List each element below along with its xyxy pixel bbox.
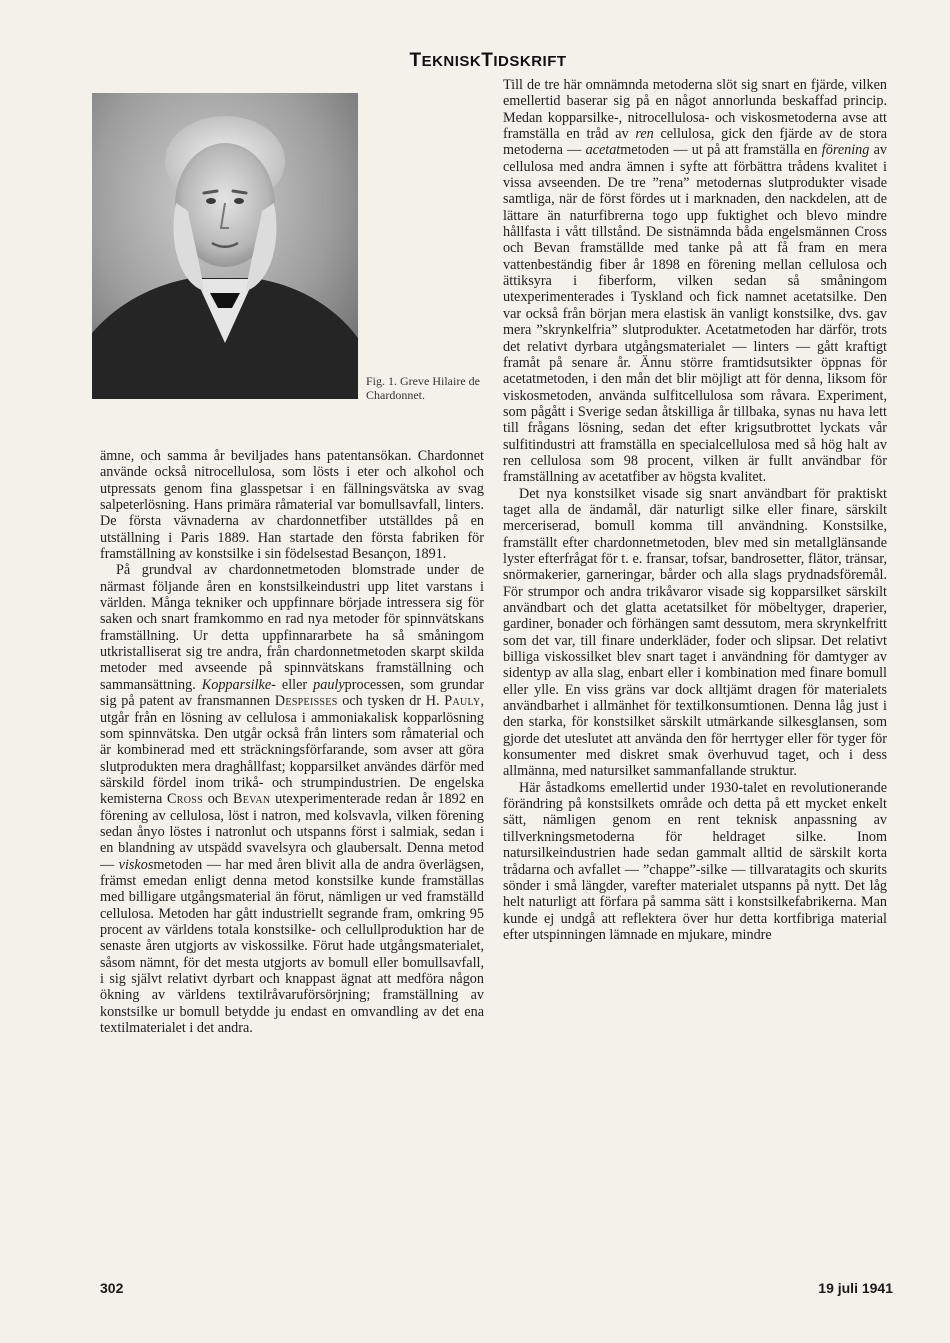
viskos-term: viskos bbox=[118, 856, 154, 873]
masthead-initial-t: T bbox=[409, 50, 422, 71]
paragraph: På grundval av chardonnetmetoden blomstrade under de närmast följande åren en konstsilkeindustri upp litet varstans i världen. Många tekniker och uppfinnare började intressera sig för saken och snart framkommo en rad nya metoder för spinnvätskans framställning. Ur detta uppfinnararbete ha så småningom utkristalliserat sig tre andra, från chardonnetmetoden skarpt skilda metoder med avseende på spinnvätskans framställning och sammansättning. Kopparsilke- eller paulyprocessen, som grundar sig på patent av fransmannen Despeisses och tysken dr H. Pauly, utgår från en lösning av cellulosa i ammoniakalisk kopparlösning som spinnvätska. Den utgår också från linters som råmaterial och är kombinerad med ett sträckningsförfarande, som avser att göra slutprodukten mera draghållfast; kopparsilket användes därför med särskild fördel inom trikå- och strumpindustrien. De engelska kemisterna Cross och Bevan utexperimenterade redan år 1892 en förening av cellulosa, löst i natron, med kolsvavla, vilken förening sedan ånyo löstes i natronlut och utspanns först i salmiak, sedan i en blandning av utspädd svavelsyra och glaubersalt. Denna metod — viskosmetoden — har med åren blivit alla de andra överlägsen, främst emedan enligt denna metod konstsilke kunde framställas med billigare utgångsmaterial än förut, nämligen ur ved framställd cellulosa. Metoden har gått industriellt segrande fram, omkring 95 procent av världens totala konstsilke- och cellullproduktion har de senaste åren utgjorts av viskossilke. Förut hade utgångsmaterialet, såsom nämnt, för det mesta utgjorts av bomull eller bomullsavfall, i sig självt relativt dyrbart och knappast ägnat att medföra någon ökning av världens textilråvaruförsörjning; framställning av konstsilke ur bomull betydde ju endast en omvandling av det ena textilmaterialet i det andra. bbox=[100, 562, 485, 1037]
masthead-word-eknisk: EKNISK bbox=[421, 53, 482, 70]
forening-term: förening bbox=[821, 142, 870, 159]
portrait-photo bbox=[92, 93, 358, 399]
name-pauly: Pauly bbox=[444, 693, 481, 710]
page-number: 302 bbox=[100, 1280, 124, 1296]
text-column-right bbox=[503, 77, 887, 943]
issue-date: 19 juli 1941 bbox=[818, 1280, 893, 1296]
name-bevan: Bevan bbox=[232, 791, 271, 808]
text-column-left bbox=[100, 448, 484, 1036]
name-despeisses: Despeisses bbox=[274, 693, 338, 710]
journal-masthead bbox=[398, 50, 578, 72]
portrait-illustration bbox=[92, 93, 358, 399]
masthead-word-idskrift: IDSKRIFT bbox=[493, 53, 567, 70]
masthead-initial-t2: T bbox=[481, 50, 494, 71]
name-cross: Cross bbox=[167, 791, 203, 808]
ren-term: ren bbox=[635, 126, 654, 143]
acetat-term: acetat bbox=[585, 142, 621, 159]
kopparsilke-term: Kopparsilke- bbox=[201, 676, 276, 693]
paragraph: Här åstadkoms emellertid under 1930-talet en revolutionerande förändring på konstsilkets område och detta på ett mycket enkelt sätt, nämligen genom en rent teknisk anpassning av tillverkningsmetoderna för heldraget silke. Inom natursilkeindustrien hade sedan gammalt alltid de särskilt korta trådarna och avfallet — ”chappe”-silke — tillvaratagits och skurits sönder i små längder, varefter materialet utspanns på nytt. Det låg helt naturligt att förfara på samma sätt i konstsilkefabrikerna. Man kunde ej undgå att reflektera över hur detta kortfibriga material efter utspinningen lämnade en mjukare, mindre bbox=[503, 779, 887, 943]
paragraph: Det nya konstsilket visade sig snart användbart för praktiskt taget alla de ändamål, där naturligt silke eller finare, särskilt merceriserad, bomull komma till användning. Konstsilke, framställt efter chardonnetmetoden, blev med sin metallglänsande lyster efterfrågat för t. e. fransar, tofsar, bandrosetter, flätor, tränsar, snörmakerier, garneringar, bårder och alla slags prydnadsföremål. För strumpor och andra trikåvaror visade sig kopparsilket särskilt användbart och det glatta acetatsilket för möbeltyger, draperier, gardiner, bonader och förhängen samt dessutom, mera skrynkelfritt som det var, till finare underkläder, foder och slipsar. Det relativt billiga viskossilket blev snart taget i användning för damtyger av sidentyp av alla slag, enbart eller i kombination med finare bomull eller ylle. En viss gräns var dock alltjämt dragen för materialets användbarhet i allmänhet för textilkonsumtionen. Denna låg just i den starka, för konstsilket särskilt utmärkande silkesglansen, som gjorde det uteslutet att använda den för herrtyger eller för tyger för konsumenter med diskret smak överhuvud taget, och i dess allmänna, med natursilket sammanfallande struktur. bbox=[503, 485, 887, 780]
figure-caption: Fig. 1. Greve Hilaire de Chardonnet. bbox=[366, 374, 480, 402]
pauly-term: pauly bbox=[313, 676, 345, 693]
paragraph: Till de tre här omnämnda metoderna slöt sig snart en fjärde, vilken emellertid baserar sig på en något annorlunda beskaffad princip. Medan kopparsilke-, nitrocellulosa- och viskosmetoderna avse att framställa en tråd av ren cellulosa, gick den fjärde av de stora metoderna — acetatmetoden — ut på att framställa en förening av cellulosa med andra ämnen i syfte att förbättra trådens kvalitet i vissa avseenden. De tre ”rena” metodernas slutprodukter visade samtliga, när de först fördes ut i marknaden, den nackdelen, att de lättare än naturfibrerna togo upp fuktighet och blevo mindre hållfasta i vått tillstånd. De sistnämnda båda engelsmännen Cross och Bevan framställde med tanke på att få fram en mera vattenbeständig fiber år 1898 en förening mellan cellulosa och ättiksyra i fiberform, vilken sedan så småningom utexperimenterades i Tyskland och fick namnet acetatsilke. Den var också från början mera elastisk än vanligt konstsilke, dvs. gav mera ”skrynkelfria” slutprodukter. Acetatmetoden har därför, trots det relativt dyrbara utgångsmaterialet — linters — gått kraftigt framåt på senare år. Ännu större framtidsutsikter öppnas för acetatmetoden, i den mån det blir möjligt att för denna, liksom för viskosmetoden, använda sulfitcellulosa som råvara. Experiment, som pågått i Sverige sedan åtskilliga år tillbaka, synas nu hava lett till frågans lösning, sedan det efter krigsutbrottet lyckats vår sulfitindustri att framställa en specialcellulosa med så hög halt av ren cellulosa som 98 procent, vilken är fullt användbar för framställning av acetatfiber av högsta kvalitet. bbox=[503, 77, 888, 486]
paragraph: ämne, och samma år beviljades hans patentansökan. Chardonnet använde också nitrocellulosa, som lösts i eter och alkohol och utpressats genom fina glasspetsar i en fällningsvätska av svag salpeterlösning. Hans primära råmaterial var bomullsavfall, linters. De första vävnaderna av chardonnetfiber utställdes på en utställning i Paris 1889. Han startade den första fabriken för framställning av konstsilke i sin födelsestad Besançon, 1891. bbox=[100, 448, 484, 563]
